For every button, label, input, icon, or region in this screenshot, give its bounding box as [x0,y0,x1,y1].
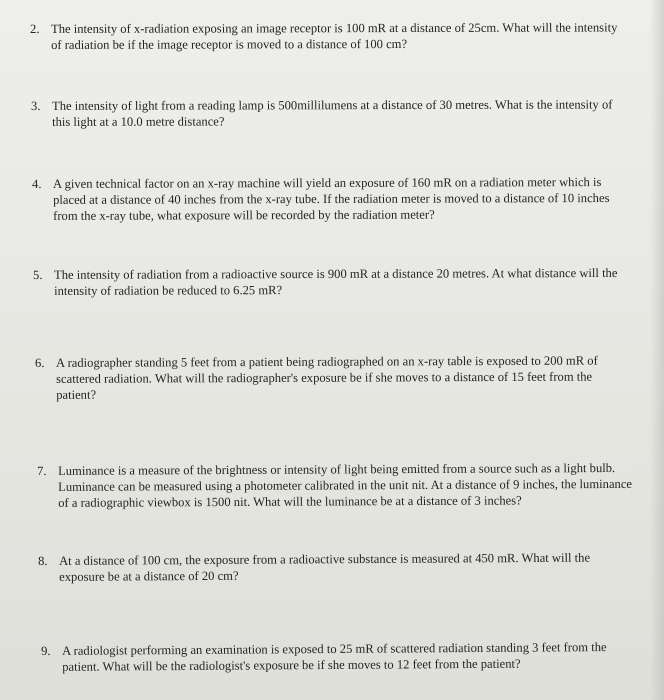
question-number: 8. [38,553,48,568]
question-text: Luminance is a measure of the brightness or intensity of light being emitted from a source such as a light bulb. Luminance can be measured using a photometer calibrated in the unit nit. At a distance of 9 inches, the luminance of a radiographic viewbox is 1500 nit. What will the luminance be at a distance of 3 inches? [58,460,633,510]
question-text: The intensity of radiation from a radioactive source is 900 mR at a distance 20 metres. At what distance will the intensity of radiation be reduced to 6.25 mR? [54,265,618,298]
question-8 [38,549,636,585]
page-edge-shadow [650,0,664,700]
question-number: 6. [35,355,45,370]
question-text: A given technical factor on an x-ray machine will yield an exposure of 160 mR on a radiation meter which is placed at a distance of 40 inches from the x-ray tube. If the radiation meter is moved to a distance of 10 inches from the x-ray tube, what exposure will be recorded by the radiation meter? [53,175,610,223]
question-9 [41,639,639,675]
question-number: 2. [30,21,40,36]
question-3 [31,96,629,130]
question-number: 3. [31,98,41,113]
question-7 [37,460,635,511]
question-text: The intensity of light from a reading lamp is 500millilumens at a distance of 30 metres. What is the intensity of this light at a 10.0 metre distance? [52,97,613,129]
question-6 [35,352,633,403]
question-number: 9. [41,643,51,658]
question-text: At a distance of 100 cm, the exposure from a radioactive substance is measured at 450 mR. What will the exposure be at a distance of 20 cm? [59,550,591,584]
question-5 [33,265,631,299]
question-text: A radiographer standing 5 feet from a patient being radiographed on an x-ray table is exposed to 200 mR of scattered radiation. What will the radiographer's exposure be if she moves to a distance of 15 feet from the patient? [56,353,598,402]
question-text: The intensity of x-radiation exposing an image receptor is 100 mR at a distance of 25cm. What will the intensity of radiation be if the image receptor is moved to a distance of 100 cm? [51,20,618,52]
question-text: A radiologist performing an examination is exposed to 25 mR of scattered radiation standing 3 feet from the patient. What will be the radiologist's exposure be if she moves to 12 feet from the patient? [62,640,607,674]
question-number: 5. [33,267,43,282]
question-number: 7. [37,463,47,478]
question-2 [30,19,628,53]
question-4 [32,174,630,224]
question-number: 4. [32,176,42,191]
